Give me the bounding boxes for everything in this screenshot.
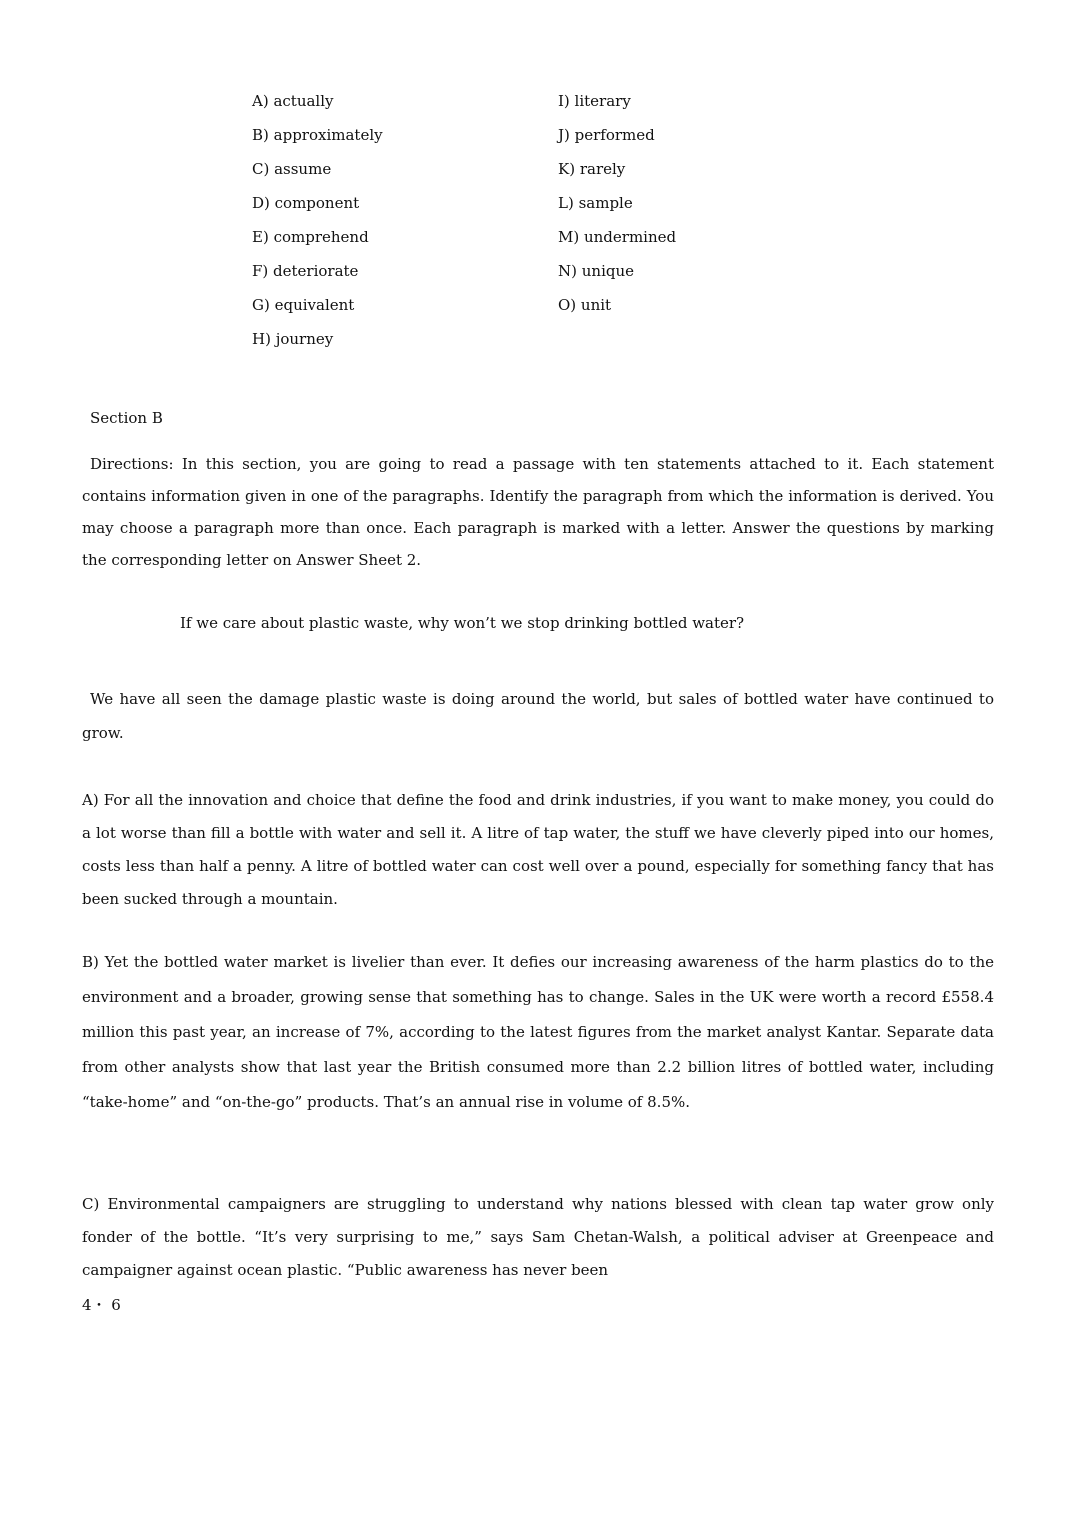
word-bank-row: [252, 288, 732, 322]
page-number: 4・ 6: [82, 1296, 121, 1314]
paragraph-b: B) Yet the bottled water market is livelier than ever. It defies our increasing awareness of the harm plastics do to the environment and a broader, growing sense that something has to change. Sales in the UK were worth a record £558.4 million this past year, an increase of 7%, according to the latest figures from the market analyst Kantar. Separate data from other analysts show that last year the British consumed more than 2.2 billion litres of bottled water, including “take-home” and “on-the-go” products. That’s an annual rise in volume of 8.5%.: [82, 953, 994, 1111]
word-bank-row: [252, 186, 732, 220]
word-bank-row: [252, 254, 732, 288]
word-option: G) equivalent: [252, 296, 355, 314]
word-option: K) rarely: [558, 160, 626, 178]
word-option: A) actually: [252, 92, 334, 110]
word-option: D) component: [252, 194, 360, 212]
word-option: C) assume: [252, 160, 332, 178]
section-title: Section B: [90, 409, 163, 427]
word-bank-row: [252, 322, 732, 356]
word-option: N) unique: [558, 262, 635, 280]
word-bank-row: [252, 220, 732, 254]
word-bank-row: [252, 118, 732, 152]
word-option: B) approximately: [252, 126, 383, 144]
word-option: E) comprehend: [252, 228, 369, 246]
word-bank-row: [252, 84, 732, 118]
paragraph-c: C) Environmental campaigners are struggling to understand why nations blessed with clean tap water grow only fonder of the bottle. “It’s very surprising to me,” says Sam Chetan-Walsh, a political adviser at Greenpeace and campaigner against ocean plastic. “Public awareness has never been: [82, 1195, 994, 1279]
paragraph-a: A) For all the innovation and choice that define the food and drink industries, if you want to make money, you could do a lot worse than fill a bottle with water and sell it. A litre of tap water, the stuff we have cleverly piped into our homes, costs less than half a penny. A litre of bottled water can cost well over a pound, especially for something fancy that has been sucked through a mountain.: [82, 791, 994, 908]
word-option: M) undermined: [558, 228, 677, 246]
word-bank: [252, 84, 732, 356]
word-bank-row: [252, 152, 732, 186]
section-directions: Directions: In this section, you are going to read a passage with ten statements attached to it. Each statement contains information given in one of the paragraphs. Identify the paragraph from which the information is derived. You may choose a paragraph more than once. Each paragraph is marked with a letter. Answer the questions by marking the corresponding letter on Answer Sheet 2.: [82, 455, 994, 569]
passage-title: If we care about plastic waste, why won’t we stop drinking bottled water?: [180, 614, 745, 632]
word-option: F) deteriorate: [252, 262, 359, 280]
word-option: J) performed: [558, 126, 655, 144]
passage-intro: We have all seen the damage plastic waste is doing around the world, but sales of bottled water have continued to grow.: [82, 690, 994, 742]
word-option: O) unit: [558, 296, 612, 314]
word-option: I) literary: [558, 92, 631, 110]
word-option: L) sample: [558, 194, 633, 212]
word-option: H) journey: [252, 330, 334, 348]
